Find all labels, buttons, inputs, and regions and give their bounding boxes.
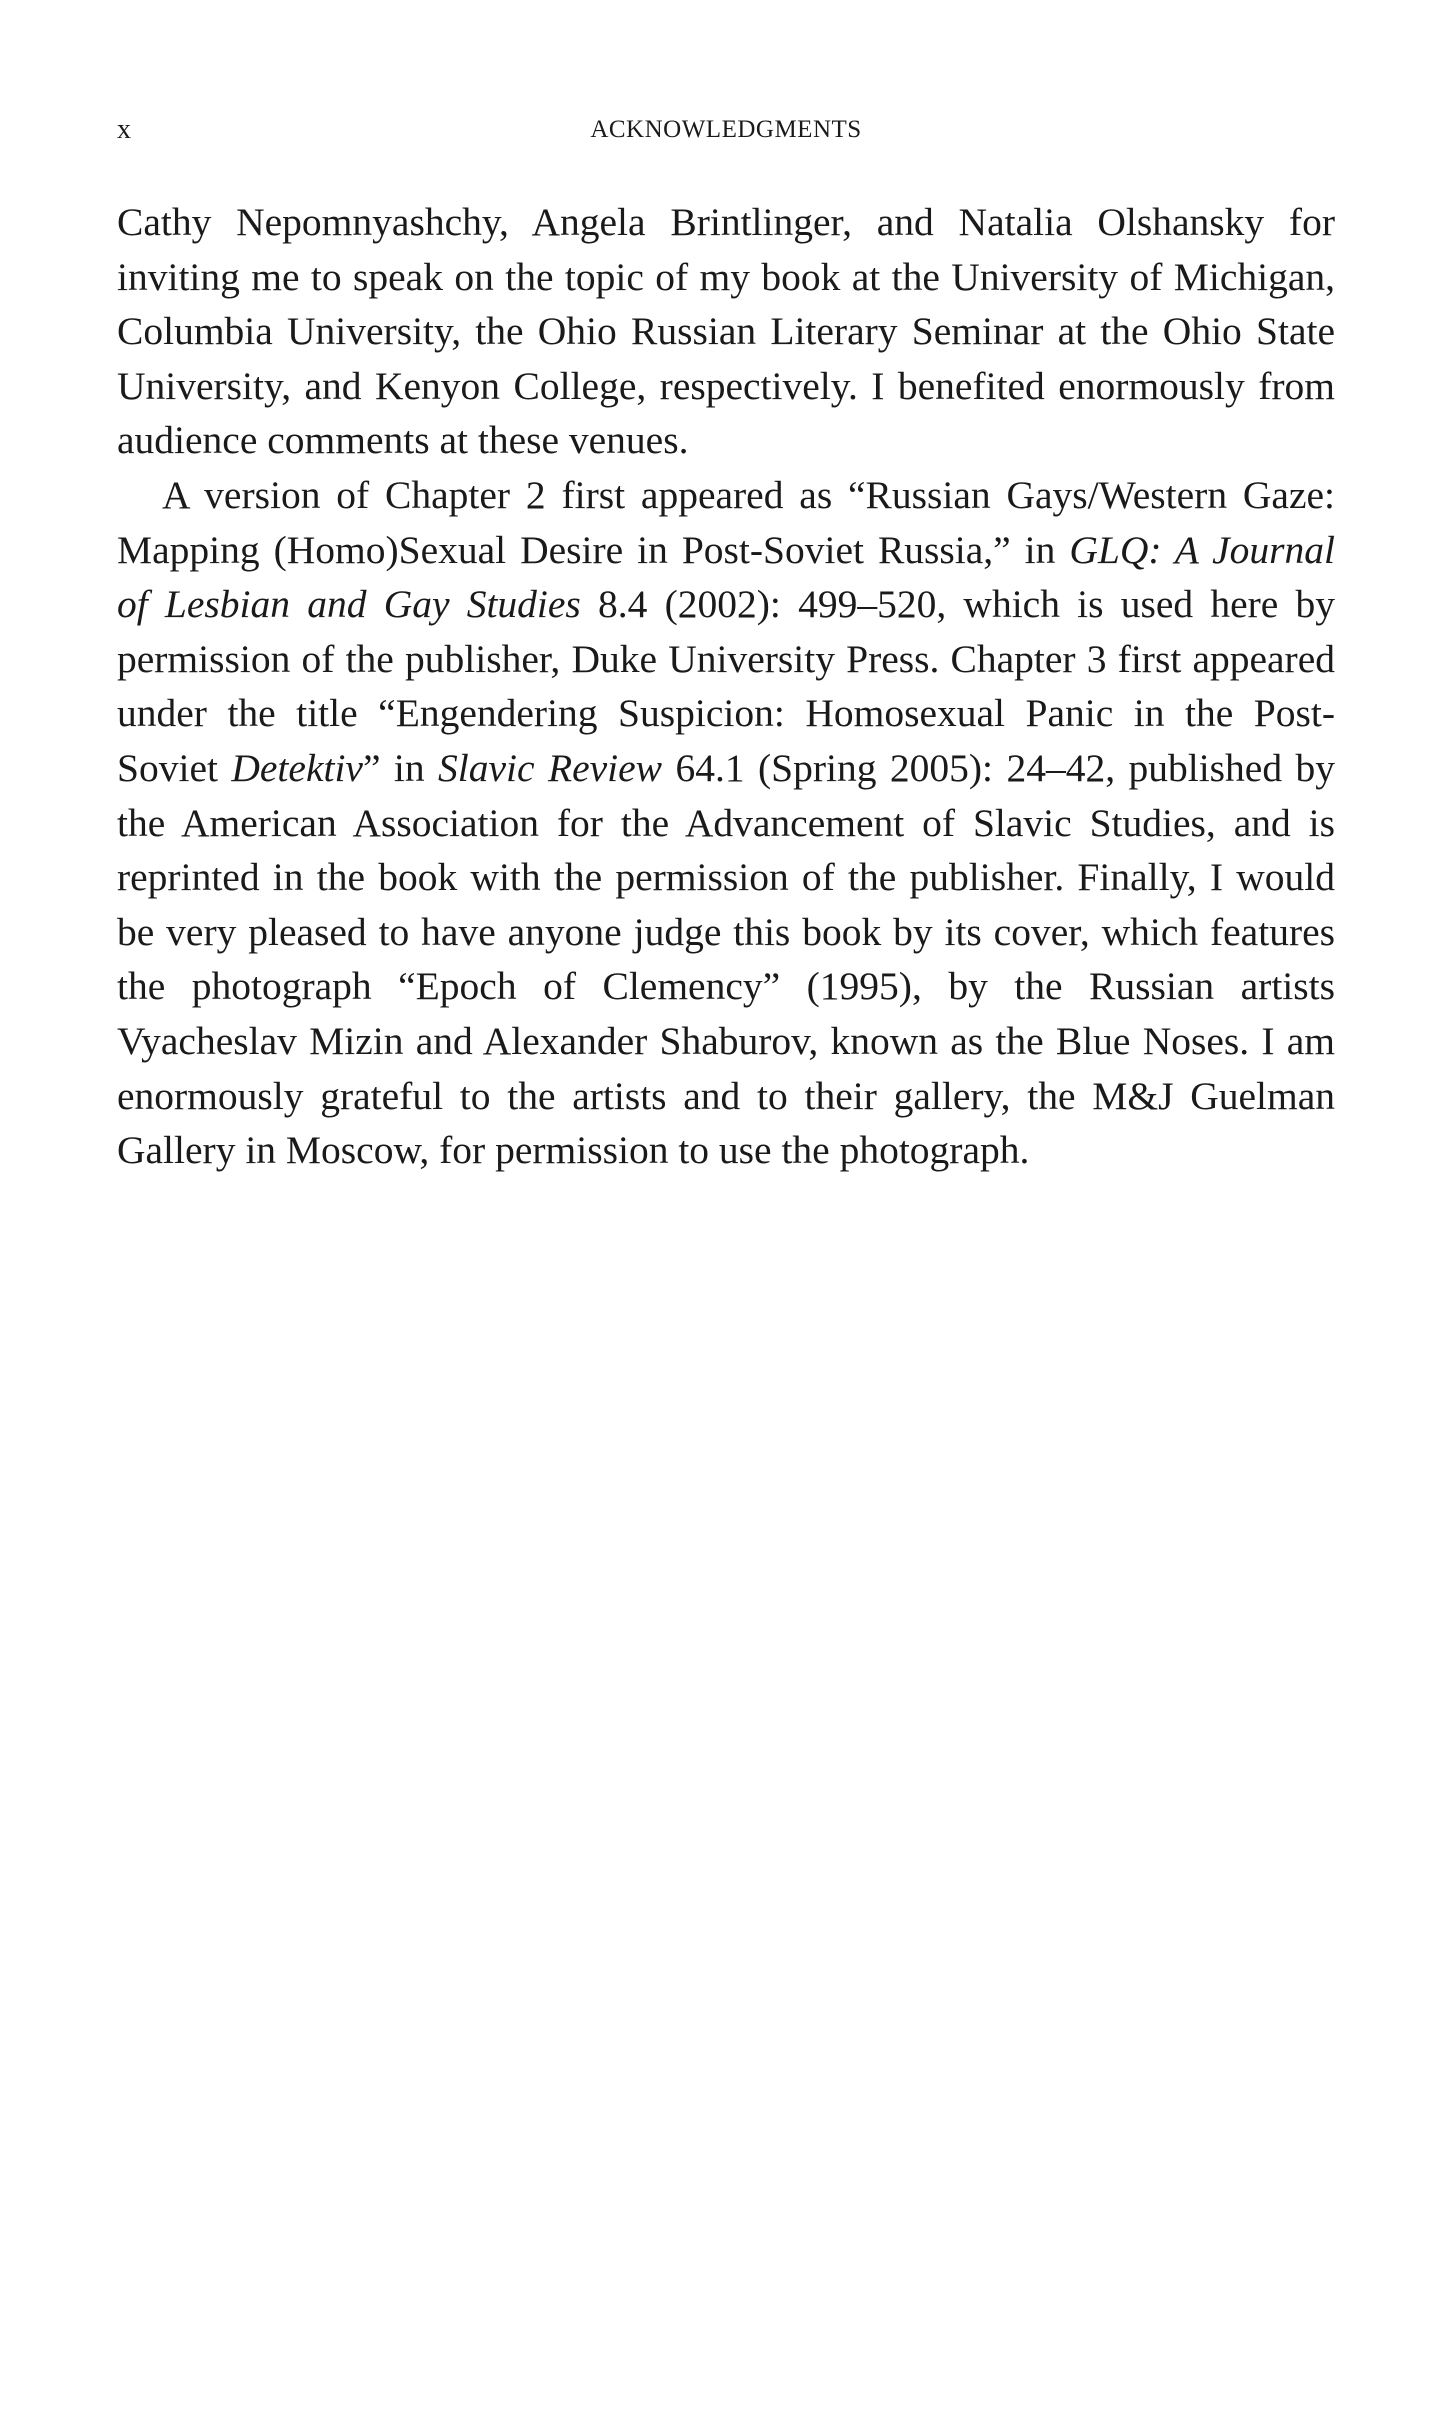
body-text	[117, 195, 1335, 1178]
journal-title-slavic-review: Slavic Review	[438, 745, 663, 790]
paragraph-2-text-4: 64.1 (Spring 2005): 24–42, published by the American Association for the Advancement of Slavic Studies, and is reprinted in the book with the permission of the publisher. Finally, I would be very pleased to have anyone judge this book by its cover, which features the photograph “Epoch of Clemency” (1995), by the Russian artists Vyacheslav Mizin and Alexander Shaburov, known as the Blue Noses. I am enormously grateful to the artists and to their gallery, the M&J Guelman Gallery in Moscow, for permission to use the photograph.	[117, 745, 1336, 1173]
paragraph-1: Cathy Nepomnyashchy, Angela Brintlinger, and Natalia Olshansky for inviting me to speak on the topic of my book at the University of Michigan, Columbia University, the Ohio Russian Literary Seminar at the Ohio State University, and Kenyon College, respectively. I benefited enormously from audience comments at these venues.	[117, 200, 1335, 463]
paragraph-2-text-1: A version of Chapter 2 first appeared as “Russian Gays/Western Gaze: Mapping (Homo)Sexual Desire in Post-Soviet Russia,” in	[117, 472, 1335, 572]
paragraph-2	[117, 468, 1335, 1178]
book-page	[117, 0, 1335, 2409]
journal-title-glq: GLQ: A Journal of Lesbian and Gay Studies	[117, 527, 1335, 627]
running-head	[117, 112, 1335, 148]
paragraph-2-text-3: ” in	[362, 745, 439, 790]
running-head-title: ACKNOWLEDGMENTS	[590, 116, 862, 143]
paragraph-2-text-2: 8.4 (2002): 499–520, which is used here by permission of the publisher, Duke University Press. Chapter 3 first appeared under the title “Engendering Suspicion: Homosexual Panic in the Post-Soviet	[117, 582, 1335, 790]
term-detektiv: Detektiv	[231, 745, 363, 790]
page-number: x	[117, 114, 131, 145]
